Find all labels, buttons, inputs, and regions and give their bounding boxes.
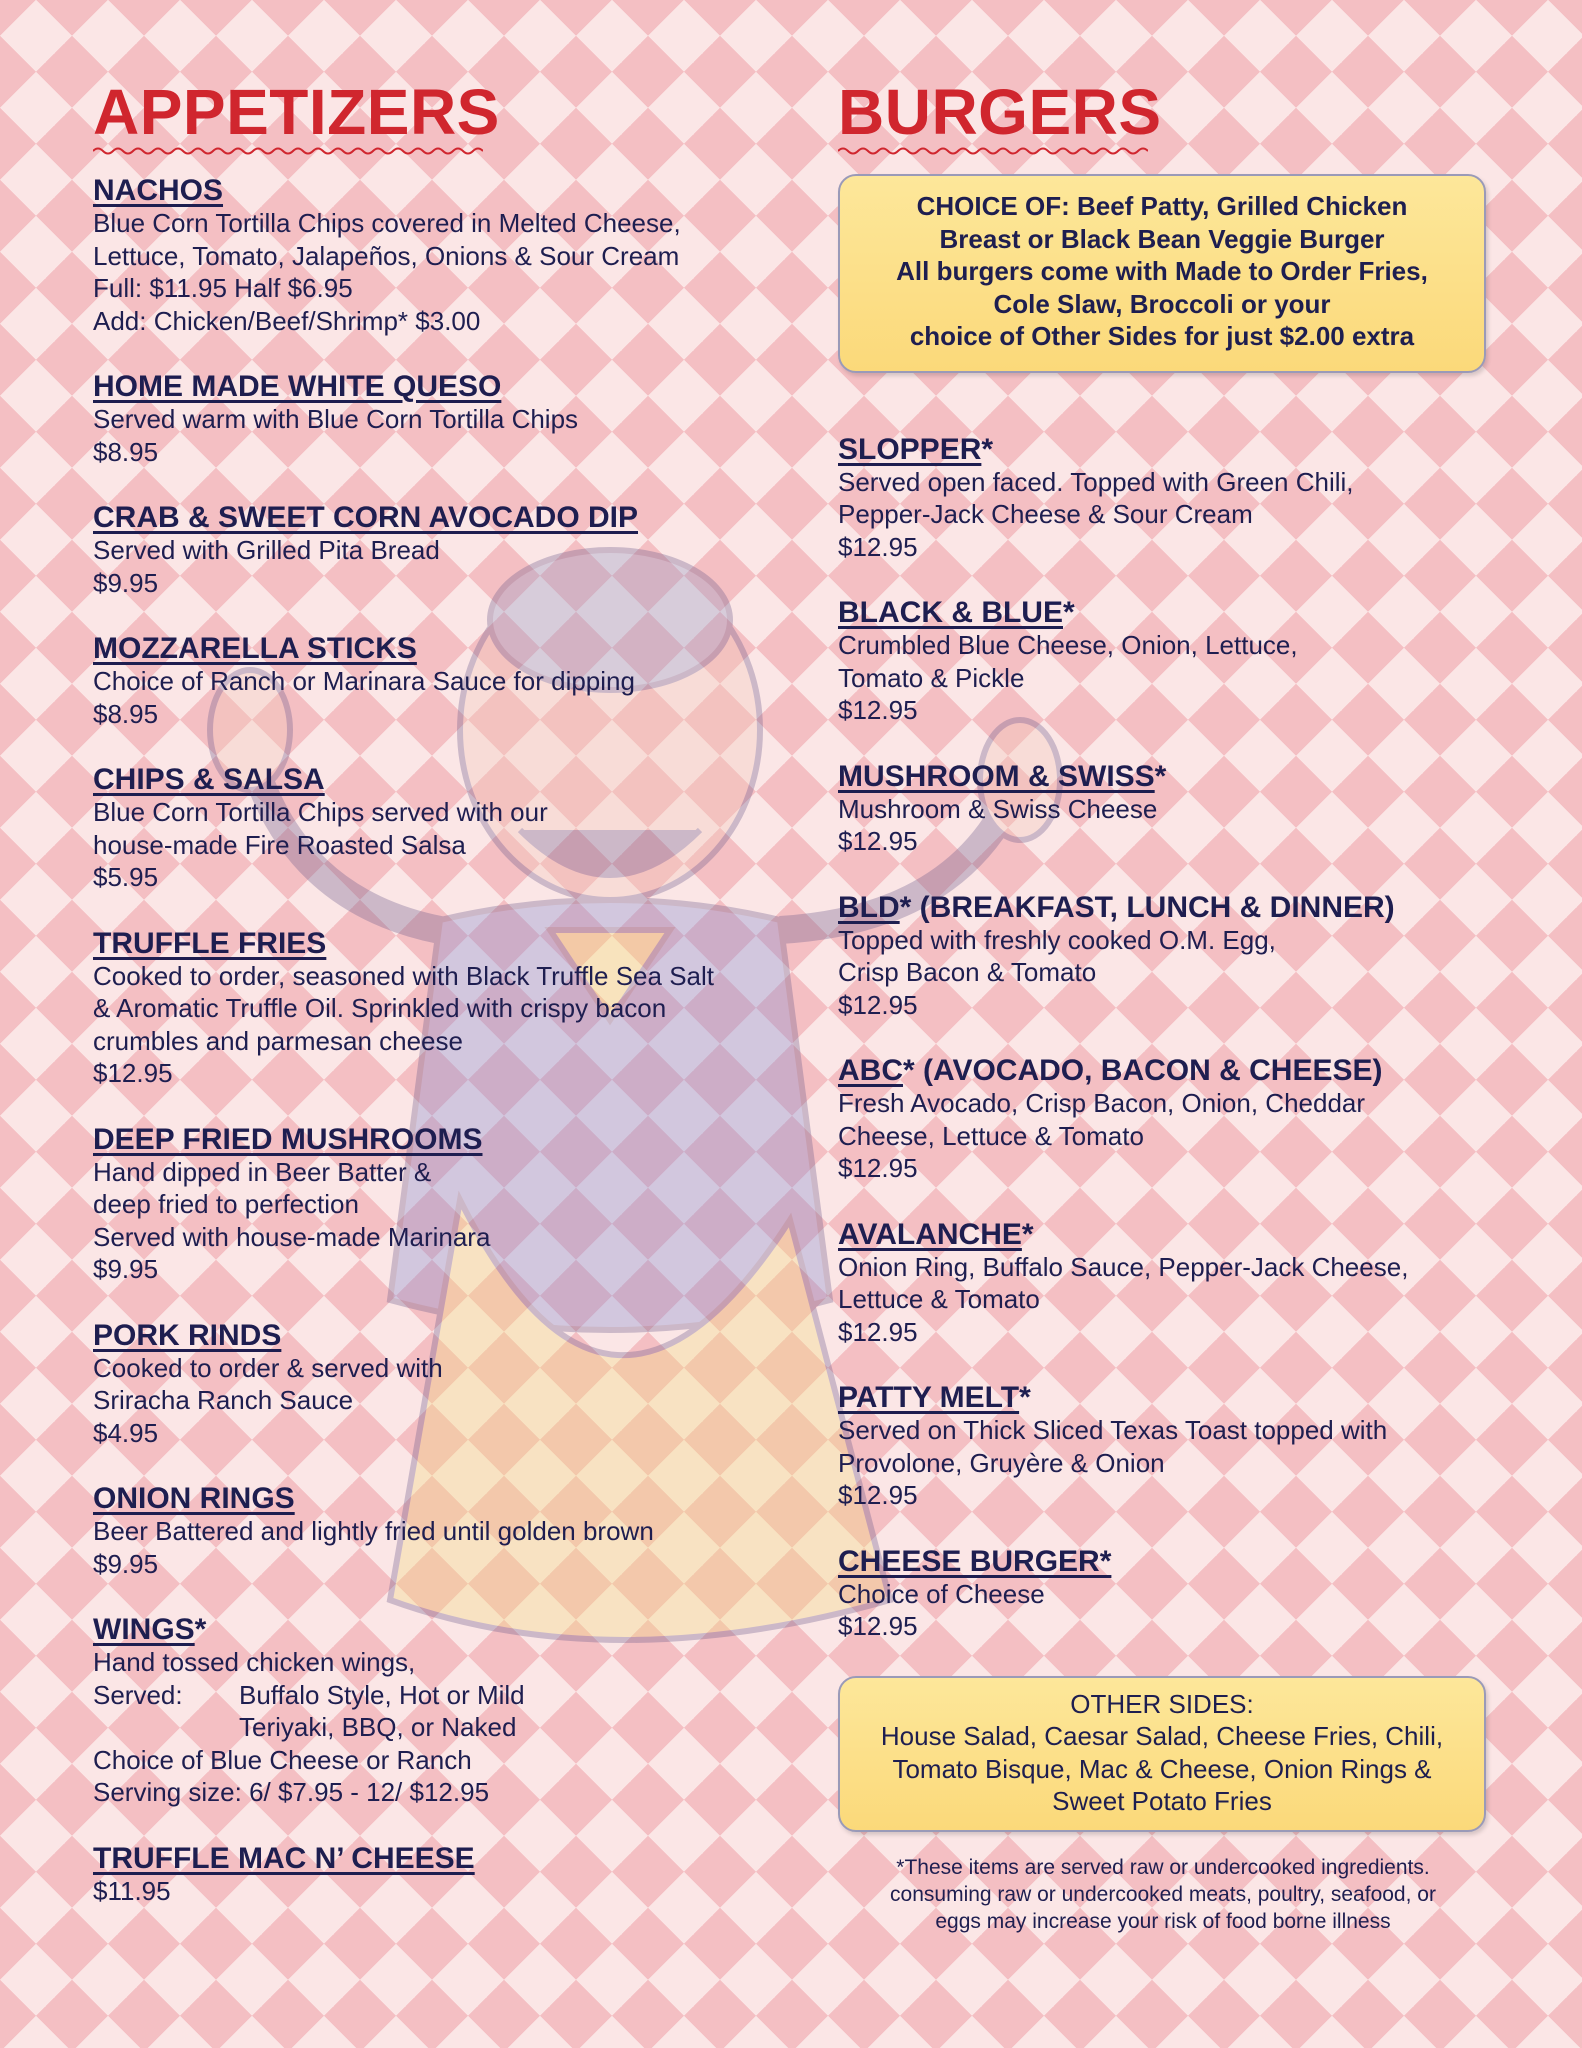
served-options: Buffalo Style, Hot or Mild: [239, 1679, 525, 1710]
menu-item: [93, 501, 773, 599]
menu-item: [93, 1482, 773, 1580]
burger-list: [838, 433, 1498, 1643]
menu-item: [838, 1545, 1498, 1643]
appetizer-list: [93, 174, 773, 1580]
item-name: PORK RINDS: [93, 1318, 282, 1352]
raw-food-disclaimer: *These items are served raw or undercooked ingredients. consuming raw or undercooked meats, poultry, seafood, or eggs may increase your risk of food borne illness: [890, 1855, 1436, 1933]
item-name: CHEESE BURGER*: [838, 1544, 1112, 1578]
served-label: Served:: [93, 1679, 183, 1710]
item-price: $5.95: [93, 862, 159, 892]
menu-item: [838, 596, 1498, 727]
item-price: $8.95: [93, 436, 159, 467]
item-name: ONION RINGS: [93, 1482, 295, 1515]
item-description: Hand dipped in Beer Batter &: [93, 1156, 432, 1187]
menu-item: [838, 1381, 1498, 1512]
item-price: $8.95: [93, 698, 159, 729]
burgers-column: [838, 76, 1498, 1935]
item-description: Served with Grilled Pita Bread: [93, 535, 440, 565]
menu-item: [93, 632, 773, 730]
item-description: deep fried to perfection: [93, 1189, 359, 1219]
item-name: CRAB & SWEET CORN AVOCADO DIP: [93, 501, 639, 534]
menu-item: [838, 760, 1498, 858]
item-price: $11.95: [93, 1875, 171, 1906]
item-description: Served warm with Blue Corn Tortilla Chips: [93, 404, 579, 434]
menu-item: [93, 1319, 773, 1450]
item-price: $12.95: [838, 1316, 918, 1347]
item-name: NACHOS: [93, 174, 224, 207]
menu-item: [93, 927, 773, 1090]
burger-choice-box: CHOICE OF: Beef Patty, Grilled Chicken Breast or Black Bean Veggie Burger All burgers come with Made to Order Fries, Cole Slaw, Broccoli or your choice of Other Sides for just $2.00 extra: [838, 174, 1486, 373]
item-price: $12.95: [93, 1058, 173, 1088]
item-description: Served on Thick Sliced Texas Toast topped with: [838, 1415, 1388, 1445]
item-description: Crisp Bacon & Tomato: [838, 957, 1097, 987]
item-description: Onion Ring, Buffalo Sauce, Pepper-Jack Cheese,: [838, 1251, 1409, 1282]
item-name: PATTY MELT: [838, 1381, 1020, 1414]
item-name: AVALANCHE: [838, 1217, 1022, 1251]
item-description: Blue Corn Tortilla Chips served with our: [93, 797, 548, 827]
item-price: $12.95: [838, 695, 918, 725]
item-description: Sriracha Ranch Sauce: [93, 1385, 354, 1415]
item-suffix: * (BREAKFAST, LUNCH & DINNER): [899, 890, 1395, 924]
item-description: Cooked to order, seasoned with Black Truffle Sea Salt: [93, 960, 714, 991]
menu-item: [838, 1054, 1498, 1185]
menu-item: [93, 174, 773, 337]
item-description: Pepper-Jack Cheese & Sour Cream: [838, 499, 1253, 529]
menu-item: [93, 1123, 773, 1286]
item-description: & Aromatic Truffle Oil. Sprinkled with crispy bacon: [93, 993, 667, 1023]
item-name: TRUFFLE MAC N’ CHEESE: [93, 1841, 475, 1875]
item-description: Choice of Ranch or Marinara Sauce for dipping: [93, 666, 635, 696]
item-description: Provolone, Gruyère & Onion: [838, 1447, 1165, 1478]
item-description: Mushroom & Swiss Cheese: [838, 793, 1158, 824]
item-price: $12.95: [838, 989, 918, 1020]
appetizers-column: [93, 76, 773, 1940]
item-suffix: *: [981, 432, 994, 466]
item-price: $9.95: [93, 1254, 159, 1284]
item-price: Serving size: 6/ $7.95 - 12/ $12.95: [93, 1777, 490, 1807]
item-description: Cooked to order & served with: [93, 1352, 443, 1383]
item-name: TRUFFLE FRIES: [93, 926, 327, 960]
menu-item: [838, 1218, 1498, 1349]
item-name: ABC: [838, 1054, 903, 1087]
menu-item: [93, 763, 773, 894]
menu-item-truffle-mac: [93, 1842, 773, 1908]
item-name: CHIPS & SALSA: [93, 763, 325, 796]
menu-item: [93, 370, 773, 468]
item-price: $9.95: [93, 567, 159, 598]
item-description: Beer Battered and lightly fried until golden brown: [93, 1516, 654, 1546]
item-description: Lettuce, Tomato, Jalapeños, Onions & Sour Cream: [93, 240, 680, 271]
item-description: Topped with freshly cooked O.M. Egg,: [838, 924, 1276, 955]
item-name: HOME MADE WHITE QUESO: [93, 370, 502, 403]
item-suffix: *: [1021, 1217, 1034, 1251]
other-sides-box: OTHER SIDES: House Salad, Caesar Salad, Cheese Fries, Chili, Tomato Bisque, Mac & Cheese, Onion Rings & Sweet Potato Fries: [838, 1676, 1486, 1832]
item-description: crumbles and parmesan cheese: [93, 1025, 463, 1056]
item-description: Fresh Avocado, Crisp Bacon, Onion, Cheddar: [838, 1088, 1366, 1118]
burgers-title: BURGERS: [838, 76, 1162, 148]
item-suffix: *: [1154, 759, 1167, 793]
item-name: DEEP FRIED MUSHROOMS: [93, 1122, 483, 1156]
item-price: $12.95: [838, 1480, 918, 1510]
item-suffix: * (AVOCADO, BACON & CHEESE): [903, 1054, 1383, 1087]
item-price: $9.95: [93, 1548, 159, 1579]
item-name: WINGS: [93, 1613, 195, 1646]
item-name: SLOPPER: [838, 432, 982, 466]
menu-item: [838, 433, 1498, 564]
item-price: $12.95: [838, 531, 918, 562]
item-description: Served with house-made Marinara: [93, 1221, 491, 1252]
item-description: Tomato & Pickle: [838, 662, 1025, 693]
item-name: MUSHROOM & SWISS: [838, 759, 1155, 793]
served-options: Teriyaki, BBQ, or Naked: [239, 1712, 517, 1742]
item-description: Blue Corn Tortilla Chips covered in Melted Cheese,: [93, 208, 681, 238]
item-description: Crumbled Blue Cheese, Onion, Lettuce,: [838, 630, 1298, 660]
item-description: Hand tossed chicken wings,: [93, 1647, 416, 1677]
item-name: MOZZARELLA STICKS: [93, 632, 417, 665]
item-description: Served open faced. Topped with Green Chili,: [838, 466, 1354, 497]
menu-item-wings: [93, 1613, 773, 1809]
appetizers-title: APPETIZERS: [93, 76, 500, 148]
item-description: Choice of Cheese: [838, 1578, 1045, 1609]
item-suffix: *: [194, 1613, 207, 1646]
item-name: BLD: [838, 890, 900, 924]
item-description: Lettuce & Tomato: [838, 1284, 1040, 1314]
item-price: Add: Chicken/Beef/Shrimp* $3.00: [93, 305, 481, 336]
menu-item: [838, 891, 1498, 1022]
item-price: $12.95: [838, 826, 918, 856]
item-name: BLACK & BLUE: [838, 596, 1063, 629]
item-description: Full: $11.95 Half $6.95: [93, 273, 353, 303]
item-description: Choice of Blue Cheese or Ranch: [93, 1744, 472, 1775]
item-description: Cheese, Lettuce & Tomato: [838, 1120, 1144, 1151]
item-suffix: *: [1063, 596, 1075, 629]
item-description: house-made Fire Roasted Salsa: [93, 829, 466, 860]
item-price: $4.95: [93, 1417, 159, 1448]
item-price: $12.95: [838, 1153, 918, 1183]
item-price: $12.95: [838, 1611, 918, 1641]
item-suffix: *: [1019, 1381, 1031, 1414]
